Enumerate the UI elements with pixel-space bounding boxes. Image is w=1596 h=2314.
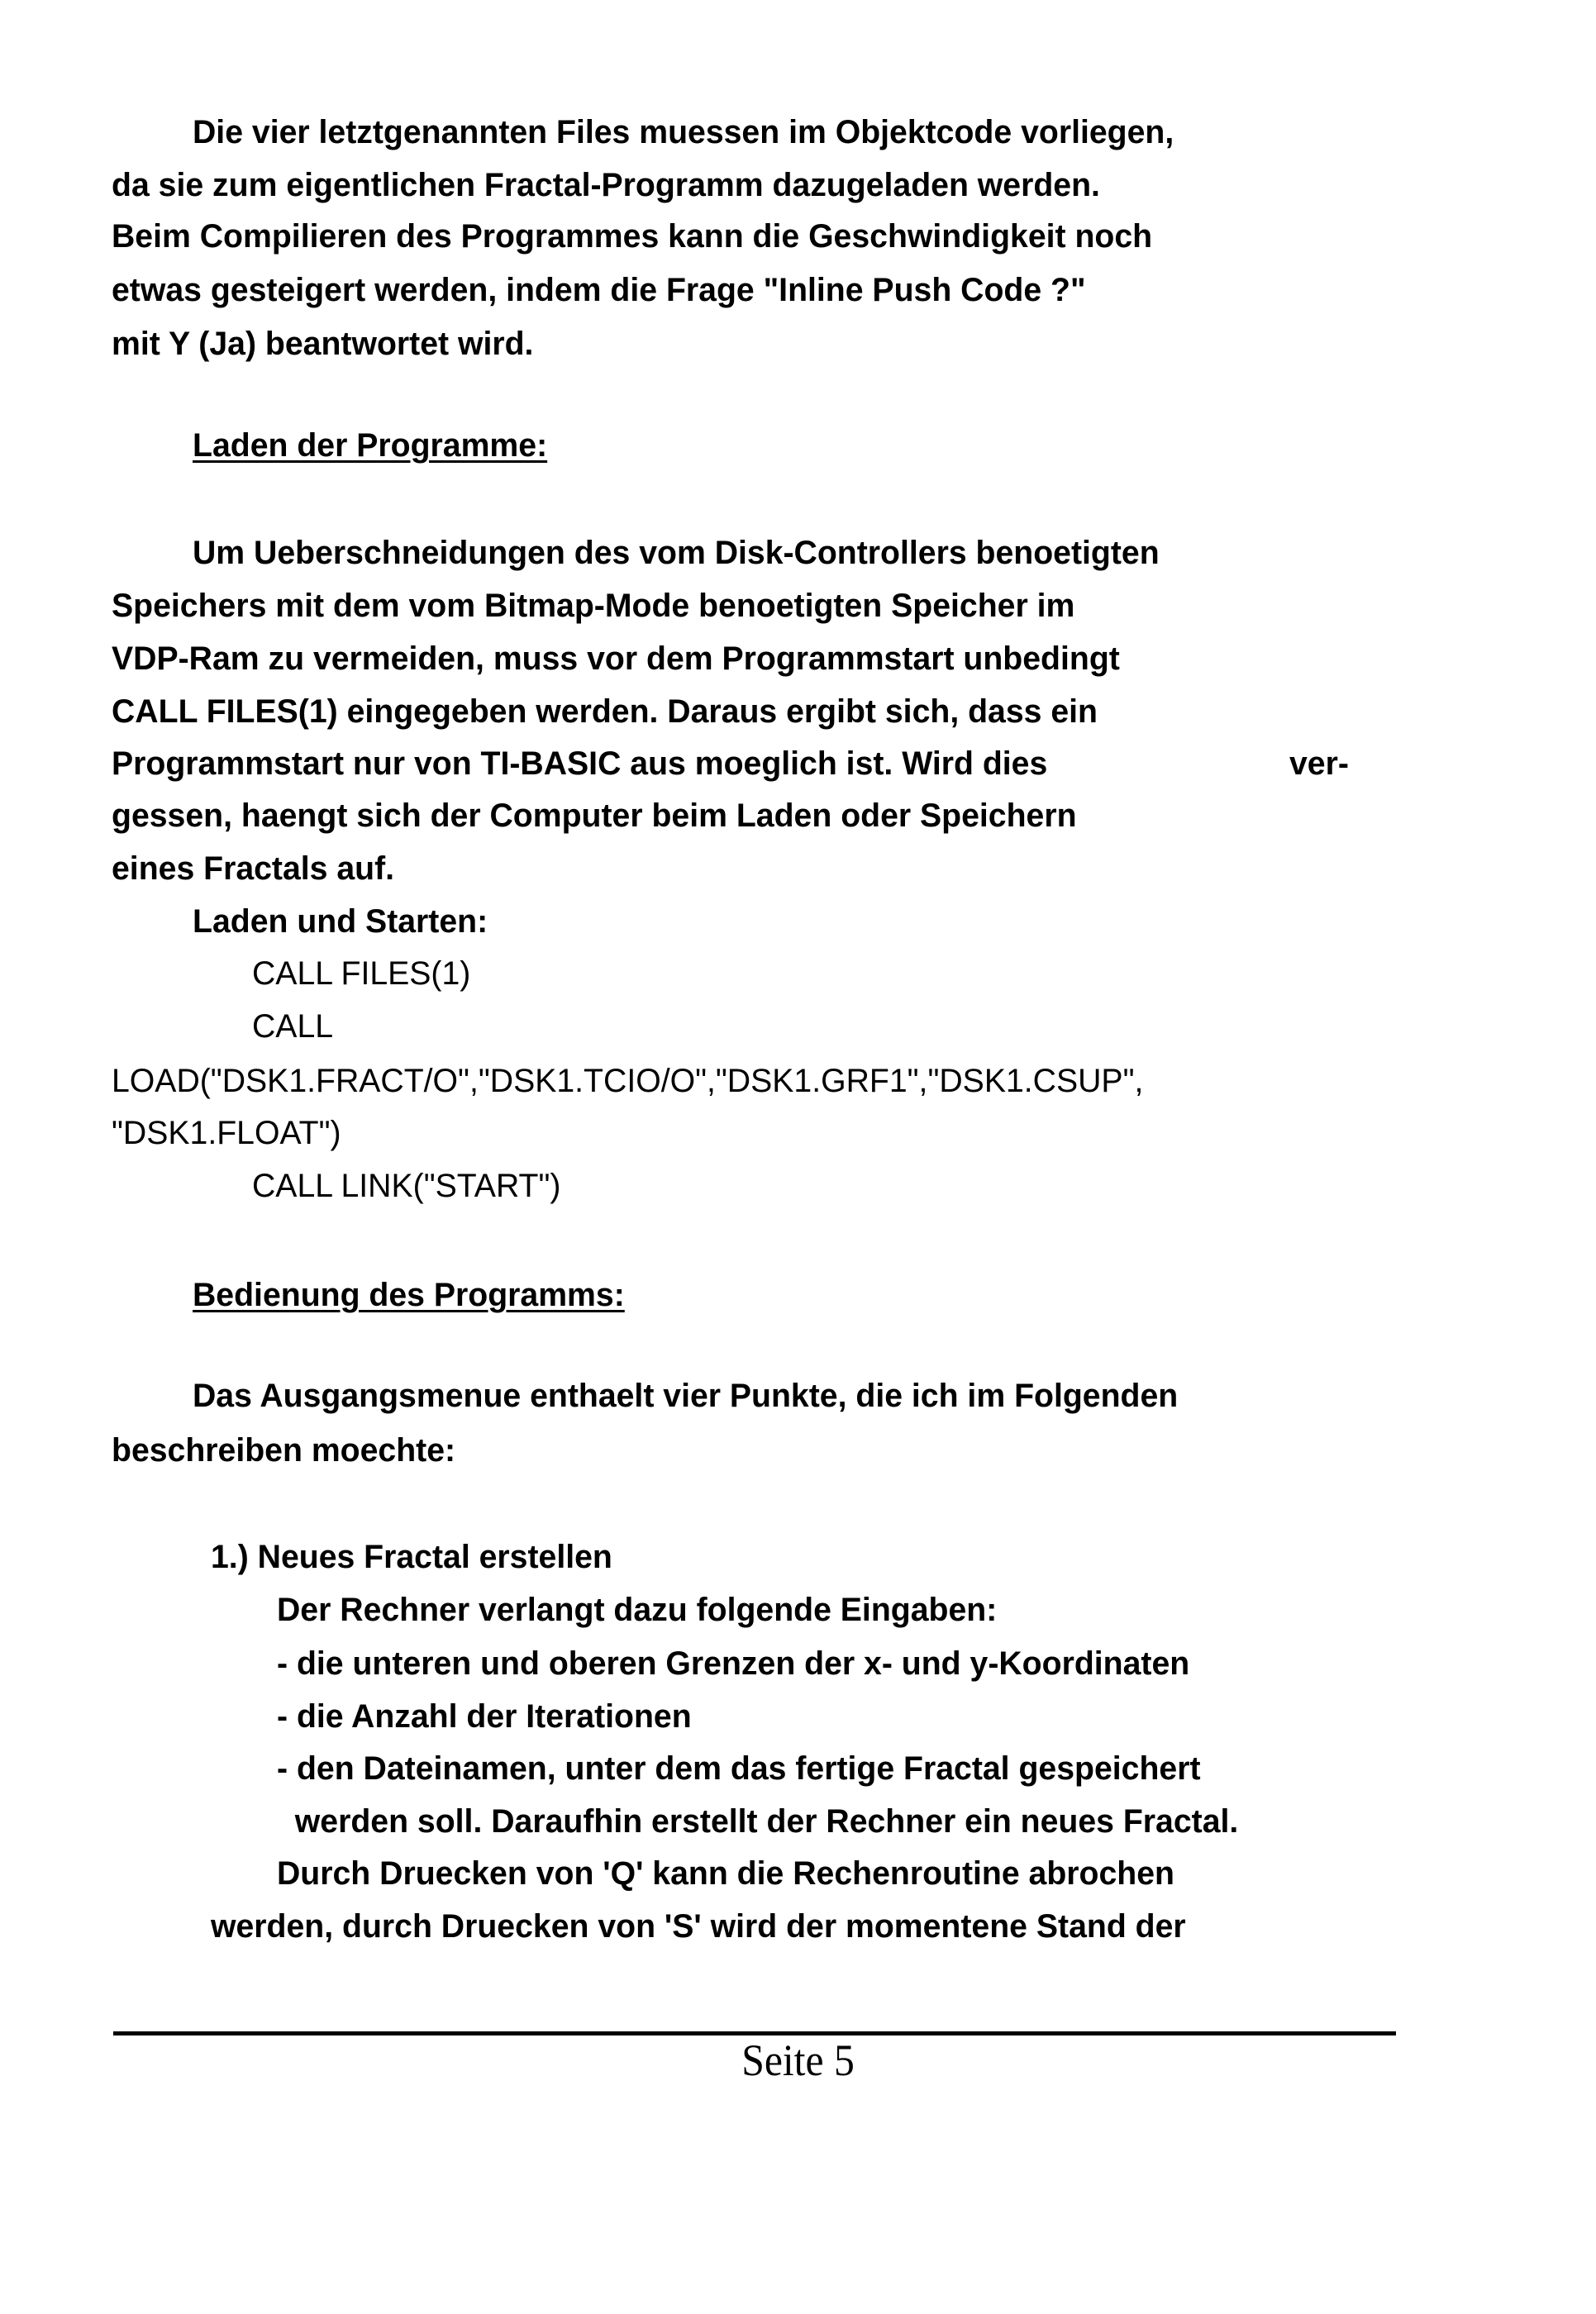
- paragraph-1-line: etwas gesteigert werden, indem die Frage "Inline Push Code ?": [112, 272, 1086, 308]
- code-line: "DSK1.FLOAT"): [112, 1115, 341, 1151]
- hyphenated-word-fragment: ver-: [1289, 745, 1349, 782]
- menu-item-tail-line: Durch Druecken von 'Q' kann die Rechenroutine abrochen: [277, 1855, 1174, 1892]
- menu-item-tail-line: werden, durch Druecken von 'S' wird der momentene Stand der: [211, 1908, 1186, 1945]
- code-line: CALL LINK("START"): [252, 1168, 561, 1204]
- section-heading-bedienung: Bedienung des Programms:: [193, 1277, 625, 1313]
- paragraph-2-line: Speichers mit dem vom Bitmap-Mode benoetigten Speicher im: [112, 588, 1075, 624]
- paragraph-1-line: mit Y (Ja) beantwortet wird.: [112, 326, 534, 362]
- paragraph-2-line: VDP-Ram zu vermeiden, muss vor dem Programmstart unbedingt: [112, 640, 1120, 677]
- paragraph-1-line: da sie zum eigentlichen Fractal-Programm dazugeladen werden.: [112, 167, 1100, 203]
- code-line: LOAD("DSK1.FRACT/O","DSK1.TCIO/O","DSK1.GRF1","DSK1.CSUP",: [112, 1063, 1144, 1099]
- paragraph-2-line: eines Fractals auf.: [112, 850, 395, 887]
- bullet-item: - den Dateinamen, unter dem das fertige Fractal gespeichert: [277, 1750, 1201, 1787]
- page-number: Seite 5: [741, 2035, 855, 2085]
- paragraph-1-line: Die vier letztgenannten Files muessen im Objektcode vorliegen,: [193, 114, 1174, 150]
- bullet-item: - die unteren und oberen Grenzen der x- und y-Koordinaten: [277, 1645, 1190, 1682]
- bullet-item: - die Anzahl der Iterationen: [277, 1698, 692, 1735]
- code-line: CALL FILES(1): [252, 955, 471, 992]
- menu-item-intro: Der Rechner verlangt dazu folgende Eingaben:: [277, 1592, 998, 1628]
- paragraph-3-line: Das Ausgangsmenue enthaelt vier Punkte, die ich im Folgenden: [193, 1378, 1179, 1414]
- paragraph-2-line: Programmstart nur von TI-BASIC aus moeglich ist. Wird dies: [112, 745, 1048, 782]
- paragraph-1-line: Beim Compilieren des Programmes kann die Geschwindigkeit noch: [112, 218, 1153, 255]
- section-heading-laden: Laden der Programme:: [193, 427, 548, 464]
- code-line: CALL: [252, 1008, 334, 1045]
- subheading-laden-und-starten: Laden und Starten:: [193, 903, 488, 940]
- bullet-item: werden soll. Daraufhin erstellt der Rechner ein neues Fractal.: [277, 1803, 1239, 1840]
- paragraph-2-line: gessen, haengt sich der Computer beim Laden oder Speichern: [112, 798, 1077, 834]
- menu-item-title: 1.) Neues Fractal erstellen: [211, 1539, 612, 1575]
- paragraph-2-line: CALL FILES(1) eingegeben werden. Daraus ergibt sich, dass ein: [112, 693, 1098, 730]
- paragraph-3-line: beschreiben moechte:: [112, 1432, 456, 1469]
- paragraph-2-line: Um Ueberschneidungen des vom Disk-Controllers benoetigten: [193, 535, 1160, 571]
